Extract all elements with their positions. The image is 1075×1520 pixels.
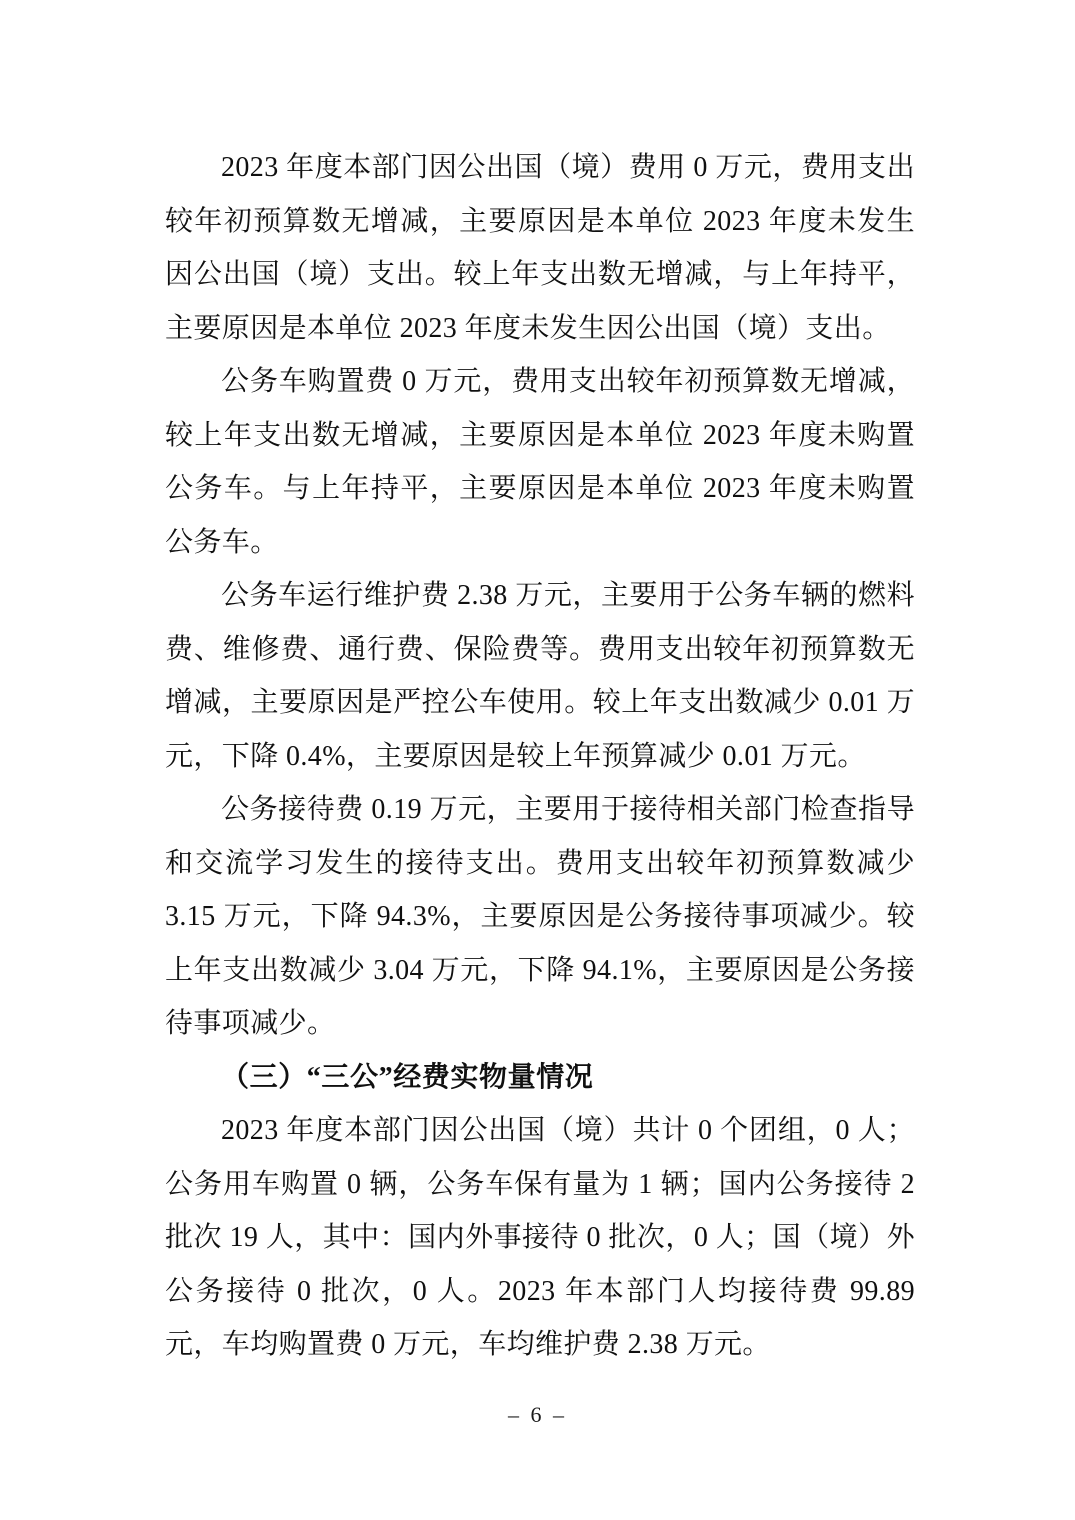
paragraph-vehicle-purchase-expense: 公务车购置费 0 万元，费用支出较年初预算数无增减，较上年支出数无增减，主要原因是本单位 2023 年度未购置公务车。与上年持平，主要原因是本单位 2023 年度未购置公务车。 [165,366,915,558]
page-number: – 6 – [508,1402,567,1427]
paragraph-physical-quantity-details: 2023 年度本部门因公出国（境）共计 0 个团组，0 人；公务用车购置 0 辆，公务车保有量为 1 辆；国内公务接待 2 批次 19 人，其中：国内外事接待 0 批次，0 人；国（境）外公务接待 0 批次，0 人。2023 年本部门人均接待费 99.89 元，车均购置费 0 万元，车均维护费 2.38 万元。 [165,1115,915,1360]
page-footer [0,1402,1075,1434]
document-body [165,141,915,1372]
paragraph-official-reception-expense: 公务接待费 0.19 万元，主要用于接待相关部门检查指导和交流学习发生的接待支出。费用支出较年初预算数减少 3.15 万元，下降 94.3%，主要原因是公务接待事项减少。较上年支出数减少 3.04 万元，下降 94.1%，主要原因是公务接待事项减少。 [165,794,915,1039]
section-heading-three-public-funds-quantities: （三）“三公”经费实物量情况 [221,1061,594,1093]
paragraph-vehicle-maintenance-expense: 公务车运行维护费 2.38 万元，主要用于公务车辆的燃料费、维修费、通行费、保险费等。费用支出较年初预算数无增减，主要原因是严控公车使用。较上年支出数减少 0.01 万元，下降 0.4%，主要原因是较上年预算减少 0.01 万元。 [165,580,915,772]
paragraph-outbound-travel-expense: 2023 年度本部门因公出国（境）费用 0 万元，费用支出较年初预算数无增减，主要原因是本单位 2023 年度未发生因公出国（境）支出。较上年支出数无增减，与上年持平，主要原因是本单位 2023 年度未发生因公出国（境）支出。 [165,152,915,344]
